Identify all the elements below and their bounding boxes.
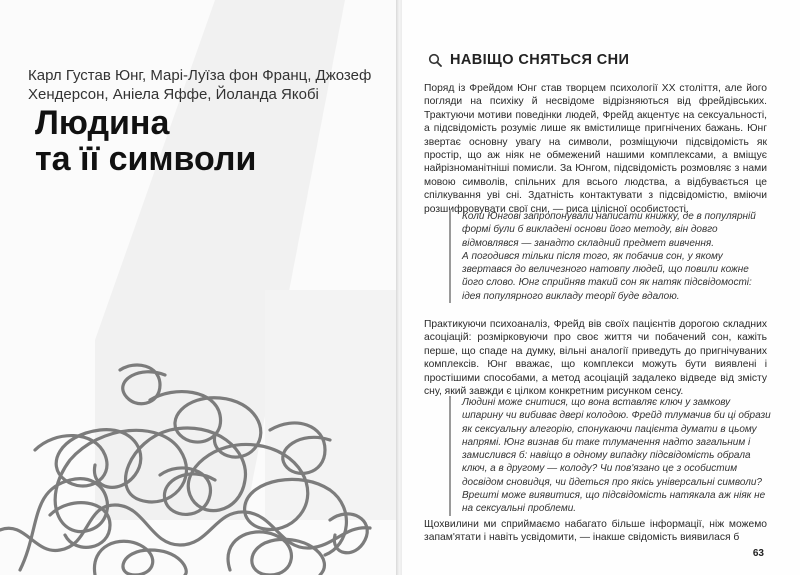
book-title <box>35 105 256 177</box>
authors: Карл Густав Юнг, Марі-Луїза фон Франц, Джозеф Хендерсон, Аніела Яффе, Йоланда Якобі <box>28 67 372 103</box>
title-line-1: Людина <box>35 104 170 142</box>
quote-block-1 <box>449 210 772 303</box>
section-heading-text: НАВІЩО СНЯТЬСЯ СНИ <box>450 52 630 68</box>
quote-2-text: Людині може снитися, що вона вставляє ключ у замкову шпарину чи вибиває двері колодою. Фрейд тлумачив би ці образи як сексуальну алегорію, спонукаючи пацієнта думати в цьому напрямі. Юнг визнав би таке тлумачення надто загальним і замислився б: навіщо в одному випадку підсвідомість обрала ключ, а в другому — колоду? Чи пов'язано це з особистим досвідом сновидця, чи йдеться про якісь універсальні символи? Врешті може виявитися, що підсвідомість натякала аж ніяк не на сексуальні проблеми. <box>462 397 771 515</box>
left-page <box>0 0 398 575</box>
page-number: 63 <box>752 548 764 559</box>
title-line-2: та її символи <box>35 140 257 178</box>
quote-1-paragraph-1: Коли Юнгові запропонували написати книжку, де в популярній формі були б викладені основи його методу, він довго відмовлявся — занадто складний предмет вивчення. <box>462 211 756 249</box>
right-page <box>402 0 800 575</box>
magnifier-icon <box>428 53 442 67</box>
paragraph-2: Практикуючи психоаналіз, Фрейд вів своїх пацієнтів дорогою складних асоціацій: розмірковуючи про своє життя чи побачений сон, кажіть перше, що спаде на думку, вільні аналогії приведуть до пригнічуваних комплексів. Юнг вважає, що комплекси можуть бути виявлені і простішими способами, а метод асоціацій задалеко відведе від змісту сну, який завжди є цілком конкретним рисунком сенсу. <box>424 319 767 398</box>
paragraph-1: Поряд із Фрейдом Юнг став творцем психології XX століття, але його погляди на психіку й несвідоме відрізняються від фрейдівських. Трактуючи мотиви поведінки людей, Фрейд акцентує на сексуальності, а підсвідомість розуміє лише як вмістилище пригнічених бажань. Юнг звертає основну увагу на символи, розміщуючи підсвідомість як простір, що аж ніяк не обмежений нашими комплексами, а вміщує найрізноманітніші помисли. За Юнгом, підсвідомість розмовляє з нами мовою символів, спільних для всього людства, а відбувається це спілкування уві сні. Здатність контактувати з підсвідомістю, вміючи розшифровувати свої сни, — риса цілісної особистості. <box>424 83 767 215</box>
scribble-illustration <box>0 330 398 575</box>
quote-1-paragraph-2: А погодився тільки після того, як побачив сон, у якому звертався до величезного натовпу людей, що повили кожне його слово. Юнг сприйняв такий сон як натяк підсвідомості: ідея популярного викладу теорії буде вдалою. <box>462 250 752 302</box>
section-heading <box>428 52 629 68</box>
quote-block-2 <box>449 396 772 516</box>
paragraph-3: Щохвилини ми сприймаємо набагато більше інформації, ніж можемо запам'ятати і навіть усвідомити, — інакше свідомість виявилася б <box>424 519 767 544</box>
